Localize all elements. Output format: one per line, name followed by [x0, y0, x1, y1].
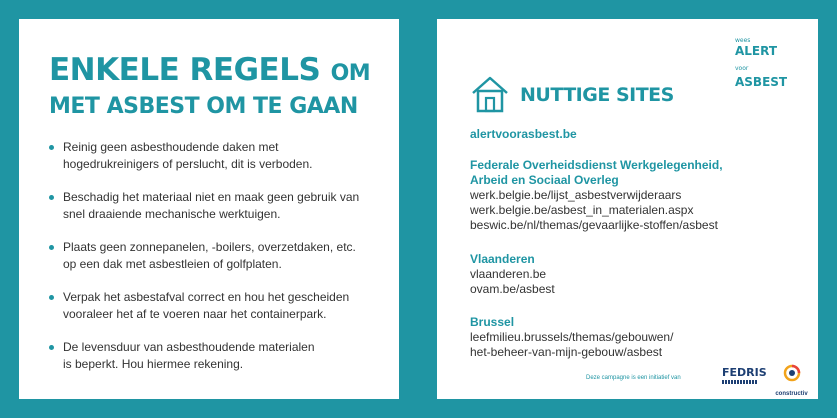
- alert-voor-asbest-logo: wees ALERT voor ASBEST: [735, 37, 788, 89]
- rules-card: [19, 19, 399, 399]
- fod-heading: Federale Overheidsdienst Werkgelegenheid,: [470, 158, 723, 172]
- house-icon: [470, 74, 510, 114]
- rules-list: [49, 139, 394, 389]
- rules-title-line2: MET ASBEST OM TE GAAN: [49, 94, 358, 119]
- site-link[interactable]: het-beheer-van-mijn-gebouw/asbest: [470, 345, 663, 359]
- bullet-icon: [49, 145, 54, 150]
- rule-item: De levensduur van asbesthoudende materialen is beperkt. Hou hiermee rekening.: [49, 339, 394, 389]
- site-link[interactable]: beswic.be/nl/themas/gevaarlijke-stoffen/asbest: [470, 218, 718, 232]
- sites-title: NUTTIGE SITES: [520, 84, 674, 106]
- bullet-icon: [49, 195, 54, 200]
- rule-item: Reinig geen asbesthoudende daken met hogedrukreinigers of perslucht, dit is verboden.: [49, 139, 394, 189]
- fedris-logo: FEDRIS: [722, 366, 767, 384]
- site-link[interactable]: leefmilieu.brussels/themas/gebouwen/: [470, 330, 674, 344]
- rule-item: Verpak het asbestafval correct en hou het gescheiden vooraleer het af te voeren naar het containerpark.: [49, 289, 394, 339]
- main-site-link[interactable]: alertvoorasbest.be: [470, 127, 577, 141]
- constructiv-logo: constructiv: [769, 364, 814, 400]
- brussel-heading: Brussel: [470, 315, 515, 329]
- vlaanderen-heading: Vlaanderen: [470, 252, 535, 266]
- bullet-icon: [49, 295, 54, 300]
- rule-item: Plaats geen zonnepanelen, -boilers, overzetdaken, etc. op een dak met asbestleien of golfplaten.: [49, 239, 394, 289]
- rules-title-main: ENKELE REGELS: [49, 52, 321, 88]
- rules-title-small: OM: [330, 61, 371, 86]
- site-link[interactable]: werk.belgie.be/asbest_in_materialen.aspx: [470, 203, 694, 217]
- rule-item: Beschadig het materiaal niet en maak geen gebruik van snel draaiende mechanische werktuigen.: [49, 189, 394, 239]
- site-link[interactable]: werk.belgie.be/lijst_asbestverwijderaars: [470, 188, 682, 202]
- site-link[interactable]: ovam.be/asbest: [470, 282, 555, 296]
- main-site-block: [470, 127, 577, 142]
- campaign-note: Deze campagne is een initiatief van: [586, 375, 681, 381]
- site-link[interactable]: vlaanderen.be: [470, 267, 547, 281]
- sites-card: [437, 19, 818, 399]
- fod-block: [470, 158, 723, 233]
- constructiv-icon: [783, 364, 801, 382]
- brussel-block: [470, 315, 673, 360]
- vlaanderen-block: [470, 252, 555, 297]
- rules-title-line1: [49, 52, 370, 92]
- bullet-icon: [49, 345, 54, 350]
- bullet-icon: [49, 245, 54, 250]
- fod-heading-2: Arbeid en Sociaal Overleg: [470, 173, 619, 187]
